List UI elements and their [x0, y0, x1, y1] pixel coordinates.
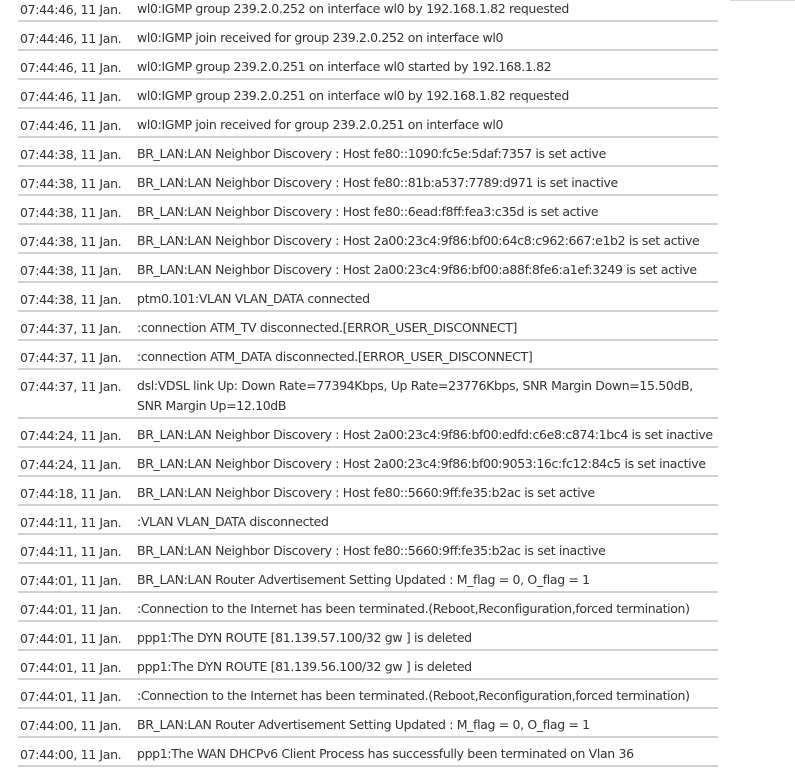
log-row [18, 419, 718, 448]
log-message: ppp1:The DYN ROUTE [81.139.57.100/32 gw ] is deleted [137, 630, 472, 645]
log-message: BR_LAN:LAN Router Advertisement Setting Updated : M_flag = 0, O_flag = 1 [137, 717, 590, 732]
log-timestamp: 07:44:01, 11 Jan. [20, 602, 122, 617]
log-row [18, 254, 718, 283]
log-row [18, 283, 718, 312]
log-row [18, 622, 718, 651]
log-row [18, 593, 718, 622]
log-message: BR_LAN:LAN Neighbor Discovery : Host fe80::1090:fc5e:5daf:7357 is set active [137, 146, 606, 161]
log-timestamp: 07:44:37, 11 Jan. [20, 321, 122, 336]
log-timestamp: 07:44:38, 11 Jan. [20, 292, 122, 307]
log-message: ppp1:The WAN DHCPv6 Client Process has successfully been terminated on Vlan 36 [137, 746, 634, 761]
top-divider [730, 0, 795, 1]
log-timestamp: 07:44:01, 11 Jan. [20, 660, 122, 675]
log-message: ptm0.101:VLAN VLAN_DATA connected [137, 291, 370, 306]
log-timestamp: 07:44:46, 11 Jan. [20, 60, 122, 75]
log-row [18, 709, 718, 738]
log-message: BR_LAN:LAN Neighbor Discovery : Host 2a00:23c4:9f86:bf00:64c8:c962:667:e1b2 is set active [137, 233, 700, 248]
log-timestamp: 07:44:37, 11 Jan. [20, 379, 122, 394]
log-row [18, 167, 718, 196]
log-row [18, 564, 718, 593]
log-message: BR_LAN:LAN Neighbor Discovery : Host fe80::6ead:f8ff:fea3:c35d is set active [137, 204, 599, 219]
log-message: dsl:VDSL link Up: Down Rate=77394Kbps, Up Rate=23776Kbps, SNR Margin Down=15.50dB, SNR Margin Up=12.10dB [137, 378, 693, 413]
log-message: BR_LAN:LAN Router Advertisement Setting Updated : M_flag = 0, O_flag = 1 [137, 572, 590, 587]
log-row [18, 196, 718, 225]
log-message: :VLAN VLAN_DATA disconnected [137, 514, 329, 529]
log-message: wl0:IGMP group 239.2.0.251 on interface wl0 started by 192.168.1.82 [137, 59, 552, 74]
log-row [18, 477, 718, 506]
log-timestamp: 07:44:46, 11 Jan. [20, 31, 122, 46]
log-message: :connection ATM_DATA disconnected.[ERROR_USER_DISCONNECT] [137, 349, 533, 364]
log-row [18, 535, 718, 564]
log-row [18, 341, 718, 370]
log-row [18, 370, 718, 419]
log-timestamp: 07:44:38, 11 Jan. [20, 176, 122, 191]
log-timestamp: 07:44:18, 11 Jan. [20, 486, 122, 501]
log-row [18, 80, 718, 109]
log-timestamp: 07:44:38, 11 Jan. [20, 205, 122, 220]
log-timestamp: 07:44:38, 11 Jan. [20, 234, 122, 249]
log-timestamp: 07:44:46, 11 Jan. [20, 2, 122, 17]
log-message: BR_LAN:LAN Neighbor Discovery : Host fe80::5660:9ff:fe35:b2ac is set inactive [137, 543, 606, 558]
log-timestamp: 07:44:38, 11 Jan. [20, 147, 122, 162]
log-message: BR_LAN:LAN Neighbor Discovery : Host 2a00:23c4:9f86:bf00:a88f:8fe6:a1ef:3249 is set active [137, 262, 697, 277]
log-message: BR_LAN:LAN Neighbor Discovery : Host fe80::5660:9ff:fe35:b2ac is set active [137, 485, 595, 500]
log-timestamp: 07:44:01, 11 Jan. [20, 689, 122, 704]
log-timestamp: 07:44:01, 11 Jan. [20, 631, 122, 646]
log-row [18, 651, 718, 680]
log-timestamp: 07:44:00, 11 Jan. [20, 747, 122, 762]
log-row [18, 225, 718, 254]
log-row [18, 51, 718, 80]
log-message: wl0:IGMP join received for group 239.2.0.252 on interface wl0 [137, 30, 504, 45]
log-row [18, 506, 718, 535]
log-timestamp: 07:44:24, 11 Jan. [20, 457, 122, 472]
log-row [18, 0, 718, 22]
log-message: wl0:IGMP group 239.2.0.251 on interface wl0 by 192.168.1.82 requested [137, 88, 569, 103]
log-message: BR_LAN:LAN Neighbor Discovery : Host 2a00:23c4:9f86:bf00:edfd:c6e8:c874:1bc4 is set inactive [137, 427, 713, 442]
log-message: wl0:IGMP group 239.2.0.252 on interface wl0 by 192.168.1.82 requested [137, 1, 569, 16]
log-timestamp: 07:44:01, 11 Jan. [20, 573, 122, 588]
log-timestamp: 07:44:11, 11 Jan. [20, 515, 122, 530]
log-row [18, 138, 718, 167]
log-timestamp: 07:44:00, 11 Jan. [20, 718, 122, 733]
log-message: :connection ATM_TV disconnected.[ERROR_USER_DISCONNECT] [137, 320, 518, 335]
log-message: :Connection to the Internet has been terminated.(Reboot,Reconfiguration,forced termination) [137, 688, 690, 703]
log-message: :Connection to the Internet has been terminated.(Reboot,Reconfiguration,forced termination) [137, 601, 690, 616]
log-timestamp: 07:44:11, 11 Jan. [20, 544, 122, 559]
log-timestamp: 07:44:38, 11 Jan. [20, 263, 122, 278]
log-row [18, 738, 718, 767]
log-message: ppp1:The DYN ROUTE [81.139.56.100/32 gw ] is deleted [137, 659, 472, 674]
log-timestamp: 07:44:46, 11 Jan. [20, 89, 122, 104]
log-message: wl0:IGMP join received for group 239.2.0.251 on interface wl0 [137, 117, 504, 132]
log-message: BR_LAN:LAN Neighbor Discovery : Host fe80::81b:a537:7789:d971 is set inactive [137, 175, 618, 190]
log-timestamp: 07:44:24, 11 Jan. [20, 428, 122, 443]
log-row [18, 312, 718, 341]
log-row [18, 448, 718, 477]
event-log-table [18, 0, 718, 767]
log-row [18, 680, 718, 709]
log-row [18, 22, 718, 51]
log-timestamp: 07:44:46, 11 Jan. [20, 118, 122, 133]
log-message: BR_LAN:LAN Neighbor Discovery : Host 2a00:23c4:9f86:bf00:9053:16c:fc12:84c5 is set inactive [137, 456, 706, 471]
log-timestamp: 07:44:37, 11 Jan. [20, 350, 122, 365]
log-row [18, 109, 718, 138]
